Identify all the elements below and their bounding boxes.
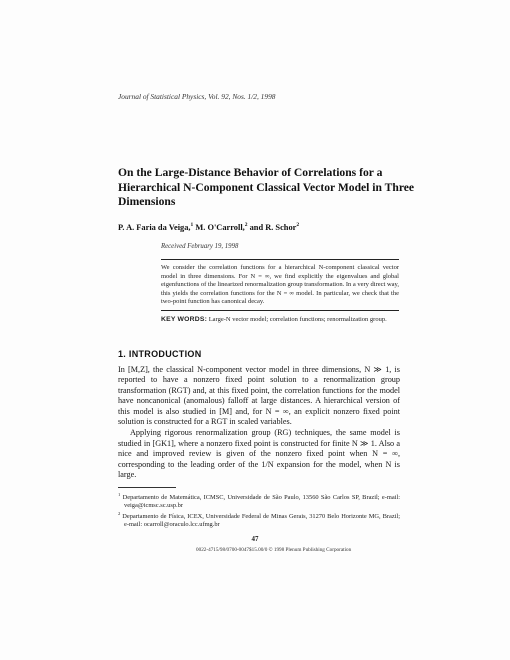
keywords-label: KEY WORDS: [161, 316, 208, 323]
section-heading: 1. INTRODUCTION [118, 349, 202, 359]
journal-citation: Journal of Statistical Physics, Vol. 92, Nos. 1/2, 1998 [118, 92, 276, 101]
footnote-rule [118, 487, 176, 488]
footnote-text: Departamento de Matemática, ICMSC, Universidade de São Paulo, 13560 São Carlos SP, Brazil; e-mail: veiga@icmsc.sc.usp.br [122, 494, 400, 510]
keywords-text: Large-N vector model; correlation functions; renormalization group. [208, 316, 387, 323]
abstract-top-rule [161, 259, 399, 260]
page-number: 47 [251, 535, 259, 543]
affiliation-mark: 2 [296, 222, 300, 228]
abstract-text: We consider the correlation functions for a hierarchical N-component classical vector model in three dimensions. For N = ∞, we find explicitly the eigenvalues and global eigenfunctions of the linearized renormalization group transformation. In a very direct way, this yields the correlation functions for the N = ∞ model. In particular, we check that the two-point function has canonical decay. [161, 264, 400, 305]
footnote-mark: 2 [118, 511, 121, 517]
footnotes [118, 491, 400, 529]
author-name: M. O'Carroll, [195, 222, 245, 232]
author-name: and R. Schor [249, 222, 297, 232]
copyright-line: 0022-4715/98/0700-0047$15.00/0 © 1998 Plenum Publishing Corporation [196, 547, 352, 553]
paper-title: On the Large-Distance Behavior of Correlations for a Hierarchical N-Component Classical Vector Model in Three Dimensions [118, 166, 415, 208]
received-date: Received February 19, 1998 [161, 243, 239, 250]
keywords [161, 316, 399, 325]
affiliation-mark: 2 [244, 222, 248, 228]
footnote [118, 491, 400, 510]
author-list [118, 222, 299, 232]
abstract-bottom-rule [161, 310, 399, 311]
footnote [118, 510, 400, 529]
body-paragraph: Applying rigorous renormalization group (RG) techniques, the same model is studied in [GK1], where a nonzero fixed point is constructed for finite N ≫ 1. Also a nice and improved review is given of the nonzero fixed point when N = ∞, corresponding to the leading order of the 1/N expansion for the model, when N is large. [118, 428, 400, 480]
footnote-text: Departamento de Física, ICEX, Universidade Federal de Minas Gerais, 31270 Belo Horizonte MG, Brazil; e-mail: ocarroll@oraculo.lcc.ufmg.br [122, 513, 400, 529]
body-paragraph: In [M,Z], the classical N-component vector model in three dimensions, N ≫ 1, is reported to have a nonzero fixed point solution to a renormalization group transformation (RGT) and, at this fixed point, the correlation functions for the model have noncanonical (anomalous) falloff at large distances. A hierarchical version of this model is also studied in [M] and, for N = ∞, an explicit nonzero fixed point solution is constructed for a RGT in scaled variables. [118, 365, 400, 427]
body-text [118, 365, 400, 480]
author-name: P. A. Faria da Veiga, [118, 222, 191, 232]
affiliation-mark: 1 [190, 222, 194, 228]
footnote-mark: 1 [118, 492, 121, 497]
